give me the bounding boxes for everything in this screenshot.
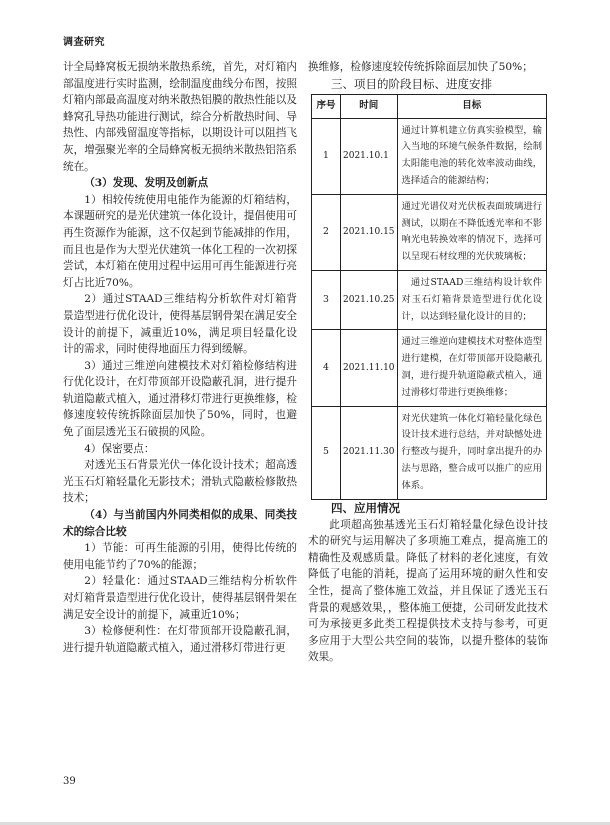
cell-goal: 通过计算机建立仿真实验模型，输入当地的环境气候条件数据，绘制太阳能电池的转化效率波动曲线，选择适合的能源结构；: [397, 118, 546, 194]
table-header-row: [312, 94, 547, 118]
cell-goal: 通过STAAD三维结构设计软件对玉石灯箱背景造型进行优化设计，以达到轻量化设计的目的；: [397, 270, 546, 329]
running-head: 调查研究: [63, 37, 105, 48]
cell-goal: 对光伏建筑一体化灯箱轻量化绿色设计技术进行总结，并对缺憾处进行整改与提升，同时拿出提升的办法与思路，整合成可以推广的应用体系。: [397, 406, 546, 499]
header-goal: 目标: [397, 94, 546, 118]
cell-date: 2021.10.15: [341, 194, 398, 270]
section-title-application: 四、应用情况: [331, 500, 400, 515]
page-number: 39: [63, 776, 76, 787]
paragraph-comparison-3: 3）检修便利性：在灯带顶部开设隐蔽孔洞，进行提升轨道隐蔽式植入，通过滑移灯带进行更: [63, 625, 297, 654]
table-row: [312, 118, 547, 194]
paragraph-confidential-items: 对透光玉石背景光伏一体化设计技术；超高透光玉石灯箱轻量化无影技术；滑轨式隐蔽检修散热技术；: [63, 459, 297, 505]
table-row: [312, 406, 547, 499]
schedule-table: [311, 94, 547, 500]
cell-date: 2021.11.30: [341, 406, 398, 499]
header-time: 时间: [341, 94, 398, 118]
paragraph-innovation-1: 1）相较传统使用电能作为能源的灯箱结构，本课题研究的是光伏建筑一体化设计，提倡使用可再生资源作为能源，这不仅起到节能减排的作用，而且也是作为大型光伏建筑一体化工程的一次初探尝试，本灯箱在使用过程中运用可再生能源进行亮灯占比近70%。: [63, 193, 297, 289]
cell-goal: 通过光谱仪对光伏板表面玻璃进行测试，以期在不降低透光率和不影响光电转换效率的情况下，选择可以呈现石材纹理的光伏玻璃板；: [397, 194, 546, 270]
cell-index: 1: [312, 118, 341, 194]
header-index: 序号: [312, 94, 341, 118]
paragraph-confidential-label: 4）保密要点：: [84, 442, 155, 455]
cell-date: 2021.11.10: [341, 330, 398, 406]
subheading-comparison: （4）与当前国内外同类相似的成果、同类技术的综合比较: [63, 509, 297, 538]
paragraph-innovation-2: 2）通过STAAD三维结构分析软件对灯箱背景造型进行优化设计，使得基层钢骨架在满足安全设计的前提下，减重近10%，满足项目轻量化设计的需求，同时使得地面压力得到缓解。: [63, 293, 297, 356]
paragraph-innovation-3: 3）通过三维逆向建模技术对灯箱检修结构进行优化设计，在灯带顶部开设隐蔽孔洞，进行提升轨道隐蔽式植入，通过滑移灯带进行更换维修，检修速度较传统拆除面层加快了50%，同时，也避免了面层透光玉石破损的风险。: [63, 359, 297, 439]
cell-date: 2021.10.1: [341, 118, 398, 194]
cell-index: 5: [312, 406, 341, 499]
paragraph-heat-dissipation: 计全局蜂窝板无损纳米散热系统，首先，对灯箱内部温度进行实时监测，绘制温度曲线分布图，按照灯箱内部最高温度对纳米散热铝膜的散热性能以及蜂窝孔导热功能进行测试，综合分析散热时间、导热性、内部残留温度等指标，以期设计可以阻挡飞灰，增强聚光率的全局蜂窝板无损纳米散热铝箔系统在。: [63, 61, 297, 173]
right-column: [308, 59, 548, 666]
table-row: [312, 194, 547, 270]
subheading-innovation: （3）发现、发明及创新点: [84, 177, 209, 190]
cell-index: 4: [312, 330, 341, 406]
cell-index: 3: [312, 270, 341, 329]
cell-date: 2021.10.25: [341, 270, 398, 329]
cell-index: 2: [312, 194, 341, 270]
cell-goal: 通过三维逆向建模技术对整体造型进行建模，在灯带顶部开设隐蔽孔洞，进行提升轨道隐蔽式植入，通过滑移灯带进行更换维修；: [397, 330, 546, 406]
paragraph-application: 此项超高独基透光玉石灯箱轻量化绿色设计技术的研究与运用解决了多项施工难点，提高施工的精确性及观感质量。降低了材料的老化速度，有效降低了电能的消耗，提高了运用环境的耐久性和安全性，提高了整体施工效益，并且保证了透光玉石背景的观感效果，，整体施工便捷，公司研发此技术可为承接更多此类工程提供技术支持与参考，可更多应用于大型公共空间的装饰，以提升整体的装饰效果。: [308, 518, 548, 664]
paragraph-comparison-1: 1）节能：可再生能源的引用，使得比传统的使用电能节约了70%的能源；: [63, 542, 297, 571]
table-row: [312, 330, 547, 406]
left-column: [63, 59, 297, 656]
table-row: [312, 270, 547, 329]
paragraph-comparison-2: 2）轻量化：通过STAAD三维结构分析软件对灯箱背景造型进行优化设计，使得基层钢骨架在满足安全设计的前提下，减重近10%；: [63, 575, 297, 621]
paragraph-continuation: 换维修，检修速度较传统拆除面层加快了50%；: [308, 61, 533, 73]
section-title-schedule: 三、项目的阶段目标、进度安排: [331, 76, 492, 91]
